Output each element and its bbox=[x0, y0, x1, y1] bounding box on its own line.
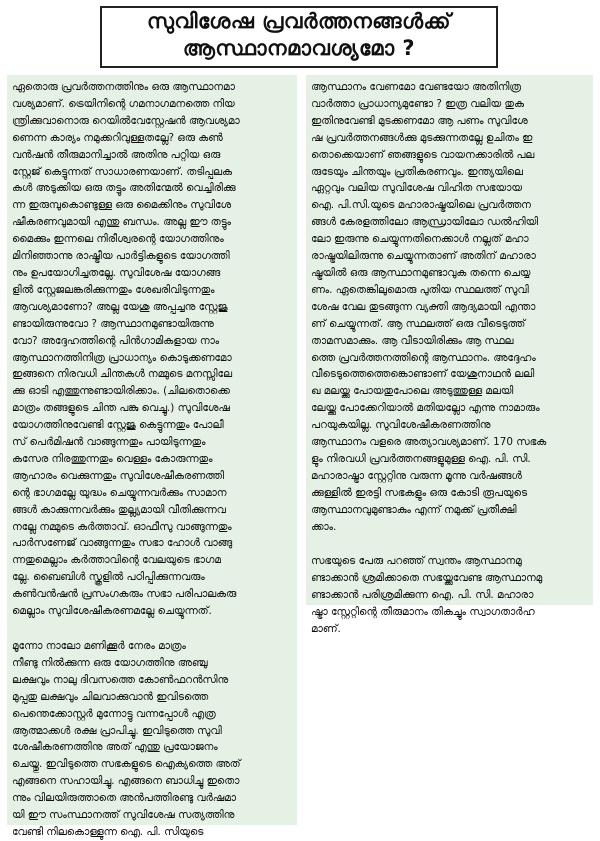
text-line: നീണ്ടു നിൽക്കുന്ന ഒരു യോഗത്തിനു അഞ്ചു bbox=[12, 656, 208, 669]
text-line: ന്ത്രിക്കുവാനൊരു റെയിൽവേസ്റ്റേഷൻ ആവശ്യമാ bbox=[12, 114, 240, 127]
text-line: രുടേയും ചിന്തയും പ്രതികരണവും. ഇന്ത്യയിലെ bbox=[311, 165, 523, 178]
text-line: ത്തെ പ്രവർത്തനത്തിന്റെ ആസ്ഥാനം. അദ്ദേഹം bbox=[311, 351, 536, 364]
text-line: ന്റെ ഭാഗമല്ലേ യുദ്ധം ചെയ്യുന്നവർക്കും സാമാന bbox=[12, 486, 227, 499]
right-article-column bbox=[306, 75, 593, 636]
text-line: ശേഷീകരണത്തിനു അത് എന്തു പ്രയോജനം bbox=[12, 741, 218, 754]
text-line: ന്നതുമെല്ലാം കർത്താവിന്റെ വേലയുടെ ഭാഗമ bbox=[12, 554, 221, 567]
text-line: ചെയ്തു. ഇവിടുത്തെ സഭകളുടെ ഐക്യത്തെ അത് bbox=[12, 758, 241, 771]
text-line: യി ഈ സംസ്ഥാനത്ത് സുവിശേഷ സത്യത്തിനു bbox=[12, 809, 235, 822]
text-line: എങ്ങനെ സഹായിച്ചു. എങ്ങനെ ബാധിച്ചു ഇതൊ bbox=[12, 775, 240, 788]
text-line: തൊക്കെയാണ് ഞങ്ങളുടെ വായനക്കാരിൽ പല bbox=[311, 148, 535, 161]
text-line: കസേര നിരത്തുന്നതും വെള്ളം കോരുന്നതും bbox=[12, 452, 213, 465]
text-line: ളും നിരവധി പ്രവർത്തനങ്ങളുമുള്ള ഐ. പി. സി. bbox=[311, 452, 531, 465]
text-line: ന്നും വിലയിരുത്താതെ അൻപത്തിരണ്ടു വർഷമാ bbox=[12, 792, 236, 805]
text-line: സഭയുടെ പേരു പറഞ്ഞ് സ്വന്തം ആസ്ഥാനമു bbox=[311, 555, 522, 568]
headline-line-1: സുവിശേഷ പ്രവർത്തനങ്ങൾക്ക് bbox=[146, 9, 452, 33]
text-line: മൈക്കും ഇന്നലെ നിരീശ്വരന്റെ യോഗത്തിനും bbox=[12, 233, 224, 246]
text-line: വൻഷൻ തീരുമാനിച്ചാൽ അതിനു പറ്റിയ ഒരു bbox=[12, 148, 221, 161]
text-line: ശേഷ വേല തുടങ്ങുന്ന വ്യക്തി ആദ്യമായി എന്താ bbox=[311, 300, 536, 313]
text-line: ഇതിനുവേണ്ടി മുടക്കണമോ ആ പണം സുവിശേ bbox=[311, 114, 528, 127]
text-line: ഷീകരണവുമായി എന്തു ബന്ധം. അല്ല ഈ തട്ടും bbox=[12, 216, 232, 229]
text-line: ഏറ്റവും വലിയ സുവിശേഷ വിഹിത സഭയായ bbox=[311, 182, 522, 195]
text-line: ക്കുള്ളിൽ ഇരട്ടി സഭകളും ഒരു കോടി രൂപയുടെ bbox=[311, 486, 528, 499]
left-paragraph bbox=[12, 79, 292, 620]
text-line: ളിൽ സ്റ്റേജലങ്കരിക്കുന്നതും ശേഖരിവിടുന്നതും bbox=[12, 283, 215, 296]
text-line: ആസ്ഥാനവുമുണ്ടാകും എന്ന് നമുക്ക് പ്രതീക്ഷി bbox=[311, 503, 517, 516]
headline-box bbox=[100, 6, 498, 68]
text-line: വശ്യമാണ്. ട്രെയിനിന്റെ ഗമനാഗമനത്തെ നിയ bbox=[12, 97, 235, 110]
text-line: ണം. ഏതെങ്കിലുമൊരു പുതിയ സ്ഥലത്ത് സുവി bbox=[311, 283, 529, 296]
text-line: വീടെടുത്തെത്തെങ്കൊണ്ടാണ് യേശുനാഥൻ ലലി bbox=[311, 368, 535, 381]
text-line: സ് പെർമിഷൻ വാങ്ങുന്നതും പായിടുന്നതും bbox=[12, 436, 206, 449]
text-line: സ്റ്റേജ് കെട്ടുന്നത് സാധാരണയാണ്. തടിപ്പലക bbox=[12, 165, 232, 178]
text-line: ന്ന ഇരുമ്പുകൊണ്ടുള്ള ഒരു മൈക്കിനും സുവിശേ bbox=[12, 199, 231, 212]
text-line: ഷ്ട്രയിൽ ഒരു ആസ്ഥാനമുണ്ടാവുക തന്നെ ചെയ്യ bbox=[311, 266, 531, 279]
text-line: ങ്ങൾ കേരളത്തിലോ ആന്ധ്രായിലോ ഡൽഹിയി bbox=[311, 216, 539, 229]
text-line: പറയുകയില്ല. സുവിശേഷീകരണത്തിനു bbox=[311, 419, 491, 432]
text-line: കൺവൻഷൻ പ്രസംഗകരും സഭാ പരിപാലകരു bbox=[12, 588, 237, 601]
text-line: ലേയ്ക്കു പോക്കേറിയാൽ മതിയല്ലോ എന്നു നാമാരും bbox=[311, 402, 540, 415]
text-line: ആഹാരം വെക്കുന്നതും സുവിശേഷീകരണത്തി bbox=[12, 469, 225, 482]
text-line: ല്ലേ. ബൈബിൾ സ്കൂളിൽ പഠിപ്പിക്കുന്നവരും bbox=[12, 571, 205, 584]
text-line: വേണ്ടി നിലകൊള്ളുന്ന ഐ. പി. സിയുടെ bbox=[12, 825, 204, 838]
text-line: ണ്ടായിരുന്നുവോ ? ആസ്ഥാനമുണ്ടായിരുന്നു bbox=[12, 317, 214, 330]
text-line: മിനിഞ്ഞാന്നു രാഷ്ട്രീയ പാർട്ടികളുടെ യോഗത്തി bbox=[12, 250, 230, 263]
text-line: മാത്രം തങ്ങളുടെ ചിന്ത പങ്കു വെച്ചു.) സുവിശേഷ bbox=[12, 402, 230, 415]
text-line: ലോ ഇരുന്നു ചെയ്യുന്നതിനെക്കാൾ നല്ലത് മഹാ bbox=[311, 233, 529, 246]
text-line: പാർസണേജ് വാങ്ങുന്നതും സഭാ ഹോൾ വാങ്ങു bbox=[12, 537, 233, 550]
text-line: മഹാരാഷ്ട്രാ സ്റ്റേറ്റിനു വരുന്ന മൂന്നു വർഷങ്ങൾ bbox=[311, 469, 522, 482]
text-line: ണ്ടാക്കാൻ ശ്രമിക്കാതെ സഭയ്ക്കുവേണ്ട ആസ്ഥാനമു bbox=[311, 572, 543, 585]
text-line: ണ് ചെയ്യുന്നത്. ആ സ്ഥലത്ത് ഒരു വീടെടുത്ത് bbox=[311, 317, 526, 330]
text-line: ക്കു ഓടി എത്തുന്നുണ്ടായിരിക്കാം. (ചിലതൊക്കെ bbox=[12, 385, 230, 398]
text-line: മെല്ലാം സുവിശേഷീകരണമല്ലേ ചെയ്യുന്നത്. bbox=[12, 605, 212, 618]
text-line: ഖ മലയ്ക്കു പോയതുപോലെ അടുത്തുള്ള മലയി bbox=[311, 385, 514, 398]
text-line: ആവശ്യമാണോ? അല്ല യേശു അപ്പച്ചനു സ്റ്റേജു bbox=[12, 300, 228, 313]
text-line: വോ? അദ്ദേഹത്തിന്റെ പിൻഗാമികളായ നാം bbox=[12, 334, 220, 347]
text-line: ആത്മാക്കൾ രക്ഷ പ്രാപിച്ചു. ഇവിടുത്തെ സുവി bbox=[12, 724, 222, 737]
text-line: പെന്തെക്കോസ്റ്റർ മുന്നോട്ടു വന്നപ്പോൾ എത്ര bbox=[12, 707, 216, 720]
text-line: ഏതൊരു പ്രവർത്തനത്തിനും ഒരു ആസ്ഥാനമാ bbox=[12, 81, 235, 93]
text-line: ങ്ങൾ കാക്കുന്നവർക്കും തുല്ല്യമായി വീതിക്കുന്നവ bbox=[12, 503, 226, 516]
text-line: മൂന്നോ നാലോ മണിക്കൂർ നേരം മാത്രം bbox=[12, 640, 186, 652]
text-line: ഇങ്ങനെ നിരവധി ചിന്തകൾ നമ്മുടെ മനസ്സിലേ bbox=[12, 368, 232, 381]
text-line: യോഗത്തിനുവേണ്ടി സ്റ്റേജു കെട്ടുന്നതും പോലീ bbox=[12, 419, 224, 432]
text-line: നും ഉപയോഗിച്ചതല്ലേ. സുവിശേഷ യോഗങ്ങ bbox=[12, 266, 221, 279]
text-line: ഷ്ട്രാ സ്റ്റേറ്റിന്റെ തീരുമാനം തികച്ചും സ്വാഗതാർഹ bbox=[311, 606, 535, 619]
text-line: ഐ. പി.സി.യുടെ മഹാരാഷ്ട്രയിലെ പ്രവർത്തന bbox=[311, 199, 531, 212]
text-line: ണെന്ന കാര്യം നമുക്കറിവുള്ളതല്ലേ? ഒരു കൺ bbox=[12, 131, 223, 144]
text-line: ലക്ഷവും നാലു ദിവസത്തെ കോൺഫറൻസിനു bbox=[12, 673, 229, 686]
text-line: കൾ അടുക്കിയ ഒരു തട്ടും അതിന്മേൽ വെച്ചിരിക്കു bbox=[12, 182, 236, 195]
text-line: രാഷ്ട്രയിലിരുന്നു ചെയ്യുന്നതാണ് അതിന് മഹാരാ bbox=[311, 250, 536, 263]
text-line: മുപ്പതു ലക്ഷവും ചിലവാക്കുവാൻ ഇവിടത്തെ bbox=[12, 690, 209, 703]
text-line: ആസ്ഥാനം വളരെ അത്യാവശ്യമാണ്. 170 സഭക bbox=[311, 436, 547, 449]
text-line: നല്ലേ നമ്മുടെ കർത്താവ്. ഓഫീസു വാങ്ങുന്നതും bbox=[12, 520, 232, 533]
left-article-column bbox=[7, 75, 297, 838]
right-paragraph bbox=[311, 553, 588, 638]
text-line: വാർത്താ പ്രാധാന്യമുണ്ടോ ? ഇത്ര വലിയ തുക bbox=[311, 97, 524, 110]
text-line: ഷ പ്രവർത്തനങ്ങൾക്കു മുടക്കുന്നതല്ലേ ഉചിതം ഇ bbox=[311, 131, 533, 144]
text-line: ണ്ടാക്കാൻ പരിശ്രമിക്കുന്ന ഐ. പി. സി. മഹാരാ bbox=[311, 589, 534, 602]
text-line: ആസ്ഥാനം വേണമോ വേണ്ടയോ അതിനിത്ര bbox=[311, 81, 521, 93]
left-paragraph bbox=[12, 638, 292, 841]
text-line: മാണ്. bbox=[311, 623, 341, 636]
headline-line-2: ആസ്ഥാനമാവശ്യമോ ? bbox=[182, 36, 416, 60]
text-line: ക്കാം. bbox=[311, 520, 337, 533]
right-paragraph bbox=[311, 79, 588, 535]
text-line: താമസമാക്കും. ആ വീടായിരിക്കും ആ സ്ഥല bbox=[311, 334, 514, 347]
text-line: ആസ്ഥാനത്തിനിത്ര പ്രാധാന്യം കൊടുക്കണമോ bbox=[12, 351, 232, 364]
